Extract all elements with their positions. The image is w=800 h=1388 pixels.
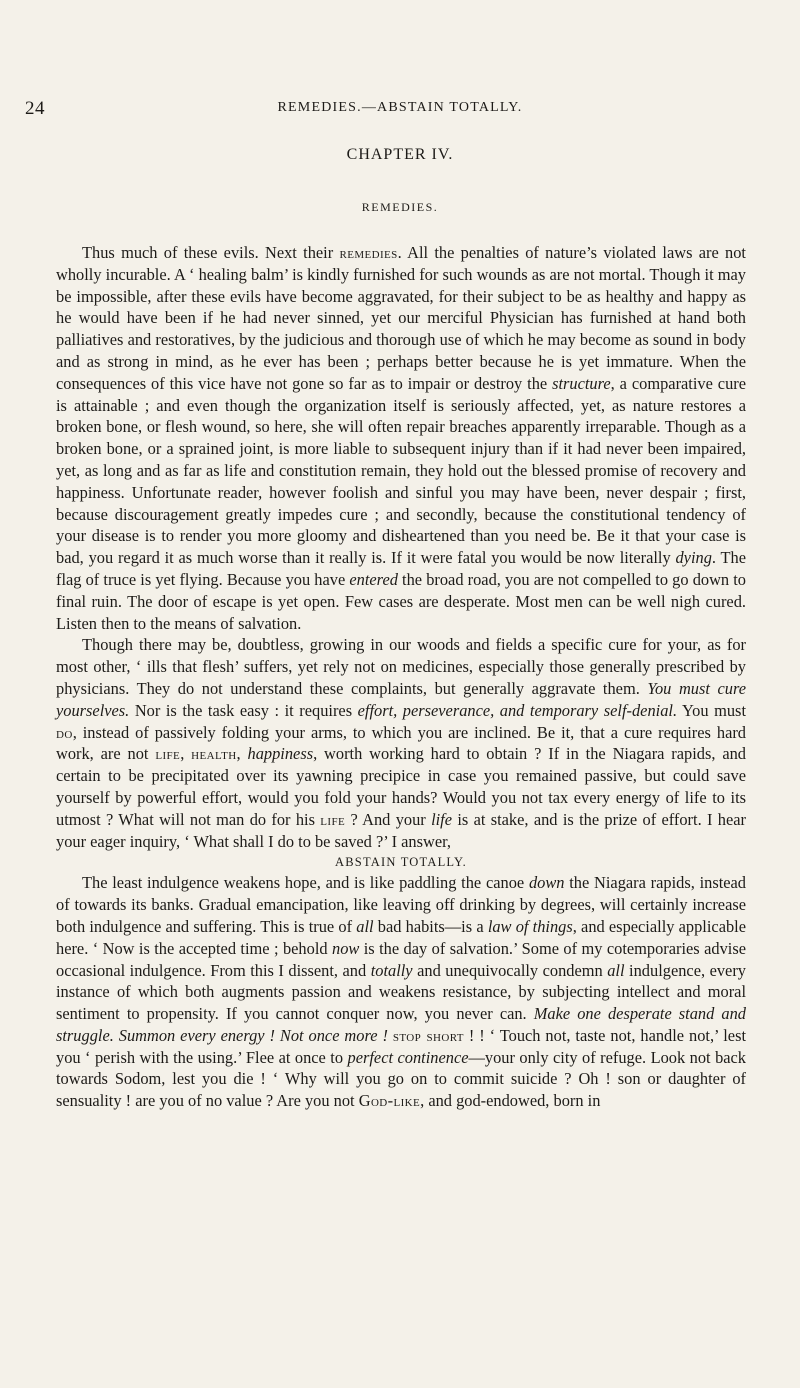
text-run: is at stake, and is the prize of effort. I hear your eager inquiry, ‘ What shall I do to be saved ?’ I answer,: [56, 809, 746, 851]
text-run: ,: [180, 744, 192, 764]
text-run: , instead of passively folding your arms, to which you are inclined. Be it, that a cure requires hard work, are not: [56, 722, 746, 764]
italic-text: happiness: [247, 744, 314, 764]
small-caps-text: life: [155, 744, 181, 764]
italic-text: entered: [349, 569, 398, 589]
text-run: . All the penalties of nature’s violated laws are not wholly incurable. A ‘ healing balm’ is kindly furnished for such wounds as are not mortal. Though it may be impossible, after these evils have become aggravated, for their subject to be as healthy and happy as he would have been if he had never sinned, yet our merciful Physician has furnished at hand both palliatives and restoratives, by the judicious and thorough use of which he may become as sound in body and as strong in mind, as he ever has been ; perhaps better because he is yet immature. When the consequences of this vice have not gone so far as to impair or destroy the: [56, 243, 746, 393]
italic-text: structure: [552, 373, 611, 393]
text-run: Thus much of these evils. Next their: [82, 243, 340, 262]
paragraph: [56, 872, 746, 1112]
text-run: is the day of salvation.’ Some of my cotemporaries advise occasional indulgence. From this I dissent, and: [56, 938, 746, 980]
text-run: The least indulgence weakens hope, and is like paddling the canoe: [82, 873, 529, 893]
small-caps-text: stop short: [392, 1025, 464, 1045]
italic-text: all: [356, 916, 374, 936]
paragraph: [56, 242, 746, 634]
text-run: the broad road, you are not compelled to go down to final ruin. The door of escape is yet open. Few cases are desperate. Most men can be well nigh cured. Listen then to the means of salvation.: [56, 569, 746, 633]
text-run: the Niagara rapids, instead of towards its banks. Gradual emancipation, like leaving off drinking by degrees, will certainly increase both indulgence and suffering. This is true of: [56, 873, 746, 936]
text-run: bad habits—is a: [373, 916, 488, 936]
text-run: Nor is the task easy : it requires: [129, 700, 358, 720]
body-text: [56, 242, 746, 1112]
italic-text: dying: [675, 548, 712, 568]
chapter-title: CHAPTER IV.: [346, 146, 454, 163]
running-head: REMEDIES.—ABSTAIN TOTALLY.: [277, 100, 523, 115]
section-title: REMEDIES.: [361, 200, 439, 214]
text-run: You must: [677, 700, 746, 720]
small-caps-text: God-like: [358, 1091, 421, 1111]
page-number: 24: [25, 98, 45, 119]
italic-text: Make one desperate stand and struggle. Summon every energy ! Not once more !: [56, 1004, 746, 1045]
small-caps-text: do: [56, 722, 73, 742]
small-caps-text: remedies: [339, 243, 398, 262]
text-run: ABSTAIN TOTALLY.: [335, 855, 467, 870]
text-run: , and especially applicable here. ‘ Now is the accepted time ; behold: [56, 916, 746, 958]
text-run: , a comparative cure is attainable ; and even though the organization itself is seriously affected, yet, as nature restores a broken bone, or flesh wound, so here, she will often repair breaches apparently irreparable. Though as a broken bone, or a sprained joint, is more liable to subsequent injury than if it had never been impaired, yet, as long and as far as life and constitution remain, they hold out the blessed promise of recovery and happiness. Unfortunate reader, however foolish and sinful you may have been, never despair ; first, because discouragement greatly impedes cure ; and secondly, because the constitutional tendency of your disease is to render you more gloomy and disheartened than you need be. Be it that your case is bad, you regard it as much worse than it really is. If it were fatal you would be now literally: [56, 373, 746, 568]
small-caps-text: life: [320, 809, 346, 829]
text-run: and unequivocally condemn: [412, 960, 608, 980]
text-run: ! ! ‘ Touch not, taste not, handle not,’ lest you ‘ perish with the using.’ Flee at once to: [56, 1025, 746, 1067]
text-run: ,: [236, 744, 248, 764]
italic-text: law of things: [487, 916, 573, 936]
italic-text: perfect continence: [347, 1047, 469, 1067]
text-run: indulgence, every instance of which both augments passion and weakens resistance, by subjecting intellect and moral sentiment to propensity. If you cannot conquer now, you never can.: [56, 960, 746, 1024]
centered-heading: [56, 852, 746, 872]
paragraph: [56, 634, 746, 852]
text-run: —your only city of refuge. Look not back towards Sodom, lest you die ! ‘ Why will you go on to commit suicide ? Oh ! son or daughter of sensuality ! are you of no value ? Are you not: [56, 1047, 747, 1111]
text-run: ? And your: [345, 809, 432, 829]
text-run: , worth working hard to obtain ? If in the Niagara rapids, and certain to be precipitated over its yawning precipice in case you remained passive, but could save yourself by powerful effort, would you fold your hands? Would you not tax every energy of life to its utmost ? What will not man do for his: [56, 744, 746, 829]
small-caps-text: health: [191, 744, 237, 764]
italic-text: effort, perseverance, and temporary self-denial.: [357, 700, 678, 720]
italic-text: now: [332, 938, 360, 958]
italic-text: You must cure yourselves.: [56, 678, 746, 720]
italic-text: life: [431, 809, 452, 829]
text-run: . The flag of truce is yet flying. Because you have: [56, 548, 746, 589]
text-run: , and god-endowed, born in: [420, 1091, 601, 1111]
italic-text: all: [607, 960, 625, 980]
italic-text: down: [528, 873, 565, 893]
text-run: Though there may be, doubtless, growing in our woods and fields a specific cure for your, as for most other, ‘ ills that flesh’ suffers, yet rely not on medicines, especially those generally prescribed by physicians. They do not understand these complaints, but generally aggravate them.: [56, 635, 746, 698]
italic-text: totally: [370, 960, 413, 980]
